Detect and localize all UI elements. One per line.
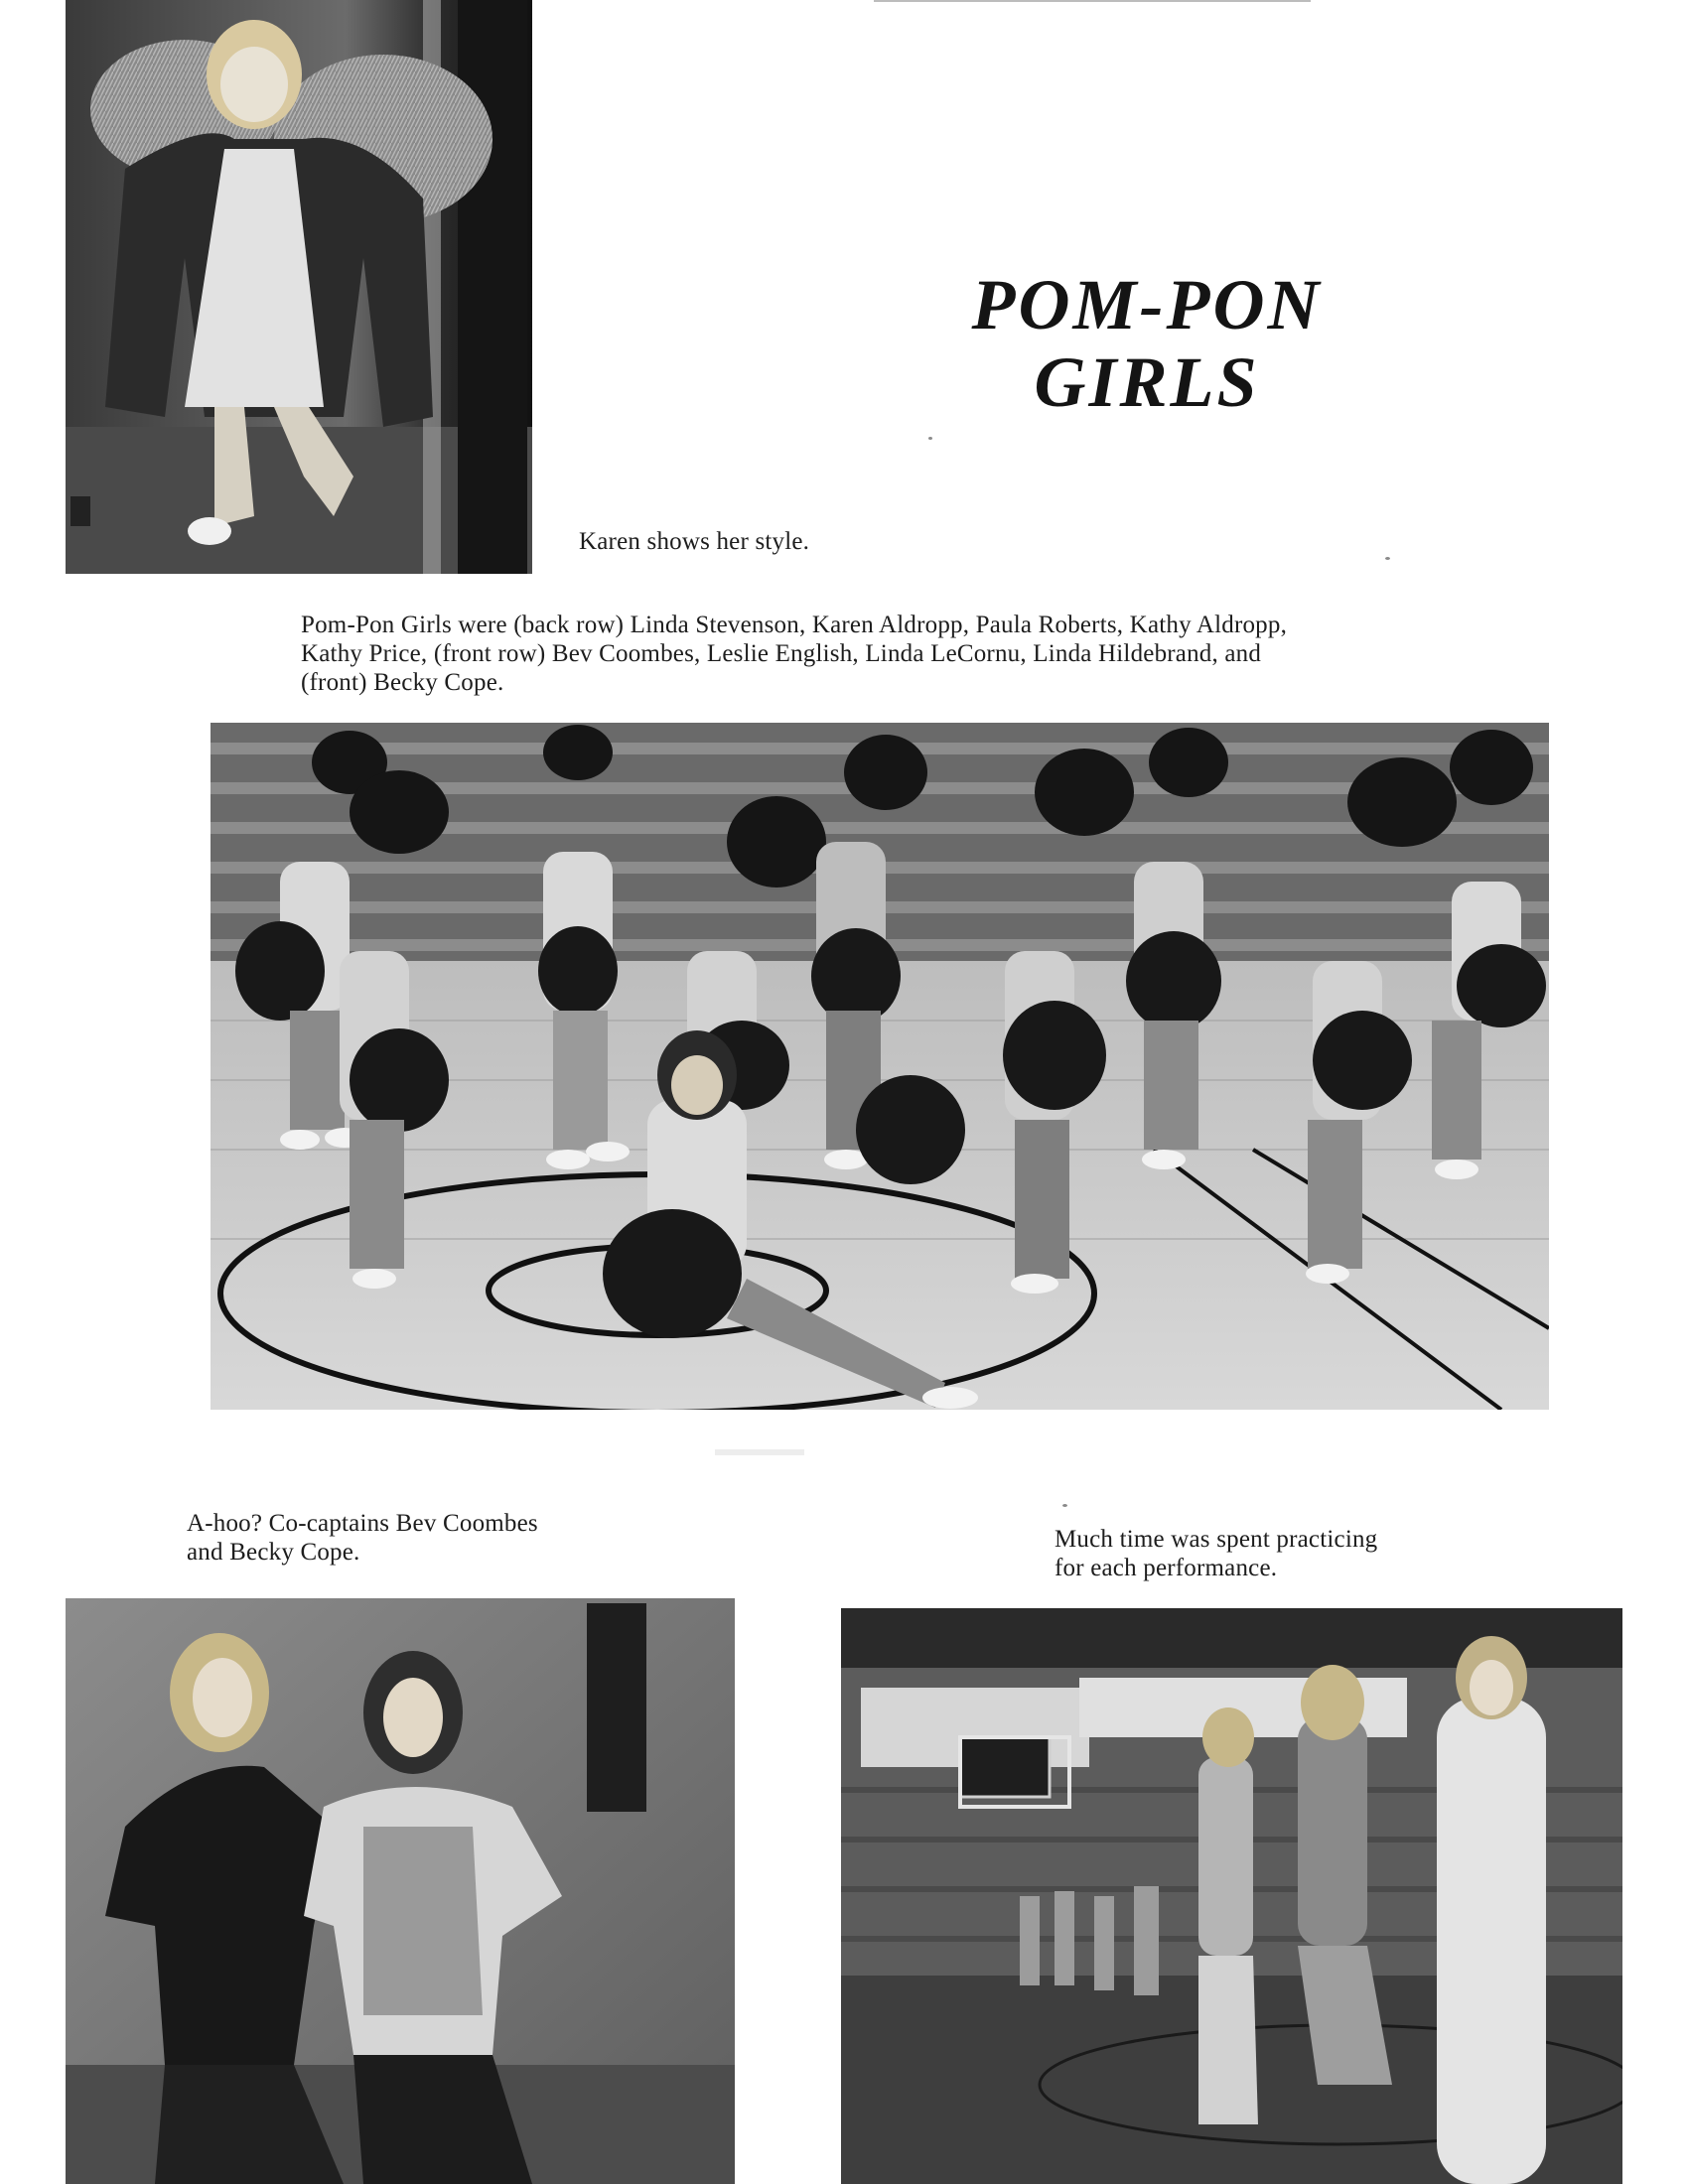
caption-practice-line2: for each performance. <box>1055 1555 1278 1581</box>
photo-karen <box>66 0 532 574</box>
page-title <box>894 266 1400 421</box>
caption-group <box>301 611 1492 697</box>
caption-group-line3: (front) Becky Cope. <box>301 669 504 696</box>
photo-group-image <box>211 723 1549 1410</box>
caption-group-line1: Pom-Pon Girls were (back row) Linda Stevenson, Karen Aldropp, Paula Roberts, Kathy Aldropp, <box>301 612 1288 638</box>
caption-captains <box>187 1509 538 1567</box>
speck <box>1385 557 1390 560</box>
photo-group <box>211 723 1549 1410</box>
top-rule <box>874 0 1311 2</box>
speck <box>928 437 932 440</box>
page-title-line2: GIRLS <box>1034 342 1260 422</box>
caption-captains-line2: and Becky Cope. <box>187 1539 360 1566</box>
photo-practice <box>841 1608 1622 2184</box>
caption-group-line2: Kathy Price, (front row) Bev Coombes, Leslie English, Linda LeCornu, Linda Hildebrand, and <box>301 640 1262 667</box>
caption-captains-line1: A-hoo? Co-captains Bev Coombes <box>187 1510 538 1537</box>
photo-captains <box>66 1598 735 2184</box>
caption-karen: Karen shows her style. <box>579 528 810 555</box>
caption-practice <box>1055 1525 1377 1582</box>
caption-practice-line1: Much time was spent practicing <box>1055 1526 1378 1553</box>
photo-practice-image <box>841 1608 1622 2184</box>
speck <box>1062 1504 1067 1507</box>
smudge <box>715 1449 804 1455</box>
page-title-line1: POM-PON <box>971 265 1323 344</box>
photo-karen-image <box>66 0 532 574</box>
photo-captains-image <box>66 1598 735 2184</box>
